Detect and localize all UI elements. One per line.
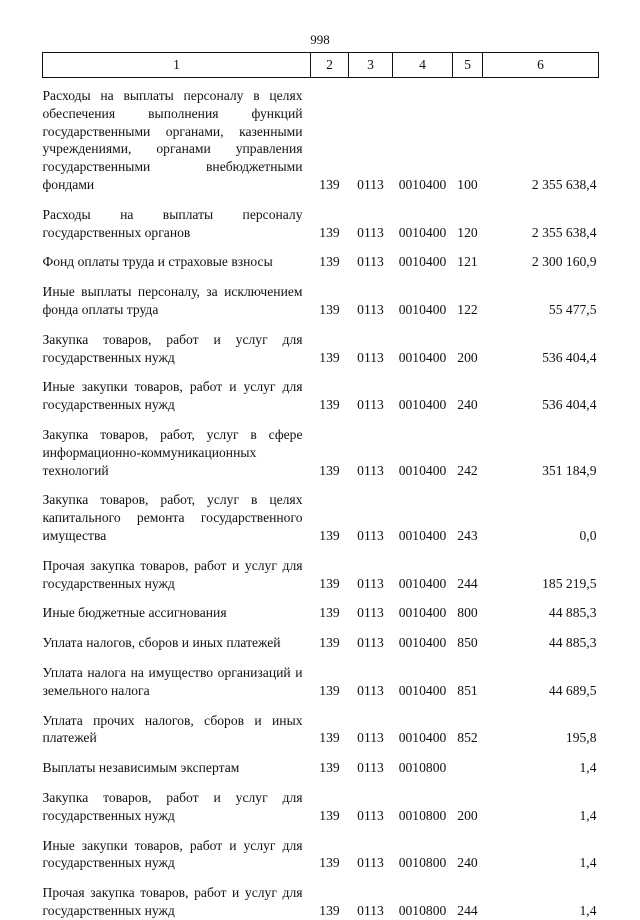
row-name: Фонд оплаты труда и страховые взносы [42, 254, 273, 270]
table-row [43, 825, 599, 873]
row-code-2: 139 [319, 902, 340, 918]
row-amount: 0,0 [579, 527, 597, 543]
row-code-4: 0010400 [398, 462, 447, 478]
row-code-4: 0010400 [398, 349, 447, 365]
row-code-3: 0113 [357, 254, 384, 270]
row-name: Уплата налогов, сборов и иных платежей [42, 635, 281, 651]
row-code-4: 0010400 [398, 682, 447, 698]
row-amount: 1,4 [579, 902, 597, 918]
row-name: Закупка товаров, работ и услуг для государственных нужд [42, 789, 303, 823]
row-name: Уплата налога на имущество организаций и земельного налога [42, 664, 303, 698]
row-code-3: 0113 [357, 176, 384, 192]
row-code-3: 0113 [357, 855, 384, 871]
header-col-6: 6 [483, 53, 599, 78]
row-code-4: 0010400 [398, 527, 447, 543]
row-amount: 2 300 160,9 [531, 254, 597, 270]
row-code-4: 0010800 [398, 760, 447, 776]
row-name: Расходы на выплаты персоналу в целях обеспечения выполнения функций государственными органами, казенными учреждениями, органами управления государственными внебюджетными фондами [42, 88, 303, 192]
row-code-5: 100 [457, 176, 478, 192]
row-code-2: 139 [319, 527, 340, 543]
row-code-3: 0113 [357, 349, 384, 365]
row-code-5: 242 [457, 462, 478, 478]
row-amount: 2 355 638,4 [531, 224, 597, 240]
row-code-2: 139 [319, 397, 340, 413]
row-amount: 195,8 [565, 730, 597, 746]
row-amount: 1,4 [579, 807, 597, 823]
header-col-5: 5 [453, 53, 483, 78]
row-amount: 1,4 [579, 855, 597, 871]
row-code-3: 0113 [357, 224, 384, 240]
table-row [43, 747, 599, 777]
row-code-2: 139 [319, 682, 340, 698]
row-code-2: 139 [319, 760, 340, 776]
row-code-2: 139 [319, 575, 340, 591]
row-code-2: 139 [319, 349, 340, 365]
row-code-4: 0010400 [398, 635, 447, 651]
page-number: 998 [310, 32, 330, 47]
row-code-2: 139 [319, 254, 340, 270]
table-row [43, 777, 599, 825]
table-row [43, 78, 599, 194]
row-code-5 [453, 747, 483, 777]
row-amount: 55 477,5 [548, 301, 597, 317]
table-row [43, 271, 599, 319]
table-row [43, 414, 599, 479]
table-row [43, 700, 599, 748]
table-row [43, 622, 599, 652]
row-code-5: 120 [457, 224, 478, 240]
row-code-4: 0010400 [398, 575, 447, 591]
row-amount: 44 885,3 [548, 635, 597, 651]
row-code-5: 800 [457, 605, 478, 621]
row-code-4: 0010400 [398, 397, 447, 413]
row-name: Иные бюджетные ассигнования [42, 605, 227, 621]
row-name: Уплата прочих налогов, сборов и иных платежей [42, 712, 303, 746]
table-row [43, 194, 599, 242]
row-code-3: 0113 [357, 635, 384, 651]
row-name: Иные закупки товаров, работ и услуг для государственных нужд [42, 837, 303, 871]
row-name: Закупка товаров, работ и услуг для государственных нужд [42, 331, 303, 365]
row-code-4: 0010400 [398, 254, 447, 270]
row-code-4: 0010800 [398, 902, 447, 918]
table-row [43, 479, 599, 544]
row-code-4: 0010400 [398, 605, 447, 621]
row-code-2: 139 [319, 605, 340, 621]
table-row [43, 872, 599, 920]
row-code-3: 0113 [357, 575, 384, 591]
row-code-2: 139 [319, 301, 340, 317]
row-code-3: 0113 [357, 301, 384, 317]
row-code-2: 139 [319, 224, 340, 240]
row-amount: 44 689,5 [548, 682, 597, 698]
row-amount: 351 184,9 [542, 462, 597, 478]
header-row [43, 53, 599, 78]
row-code-3: 0113 [357, 397, 384, 413]
row-name: Прочая закупка товаров, работ и услуг для государственных нужд [42, 885, 303, 918]
row-code-3: 0113 [357, 605, 384, 621]
row-code-5: 851 [457, 682, 478, 698]
row-name: Иные закупки товаров, работ и услуг для государственных нужд [42, 379, 303, 413]
row-code-5: 244 [457, 902, 478, 918]
budget-table [42, 52, 599, 920]
row-code-5: 200 [457, 349, 478, 365]
row-code-3: 0113 [357, 462, 384, 478]
row-code-3: 0113 [357, 730, 384, 746]
row-code-5: 852 [457, 730, 478, 746]
header-col-2: 2 [311, 53, 349, 78]
row-code-4: 0010400 [398, 730, 447, 746]
row-amount: 536 404,4 [542, 397, 597, 413]
table-row [43, 319, 599, 367]
row-code-2: 139 [319, 855, 340, 871]
row-name: Закупка товаров, работ, услуг в сфере информационно-коммуникационных технологий [42, 426, 303, 478]
row-name: Прочая закупка товаров, работ и услуг для государственных нужд [42, 557, 303, 591]
row-code-3: 0113 [357, 527, 384, 543]
row-name: Закупка товаров, работ, услуг в целях капитального ремонта государственного имущества [42, 492, 303, 543]
row-code-5: 200 [457, 807, 478, 823]
row-code-3: 0113 [357, 902, 384, 918]
row-name: Иные выплаты персоналу, за исключением фонда оплаты труда [42, 284, 303, 317]
row-name: Выплаты независимым экспертам [42, 760, 240, 776]
table-row [43, 545, 599, 593]
row-code-3: 0113 [357, 682, 384, 698]
row-code-5: 240 [457, 397, 478, 413]
row-amount: 536 404,4 [542, 349, 597, 365]
table-row [43, 652, 599, 700]
row-code-2: 139 [319, 635, 340, 651]
row-code-4: 0010400 [398, 176, 447, 192]
row-amount: 2 355 638,4 [531, 176, 597, 192]
row-code-3: 0113 [357, 807, 384, 823]
header-col-1: 1 [43, 53, 311, 78]
row-amount: 1,4 [579, 760, 597, 776]
row-code-5: 850 [457, 635, 478, 651]
header-col-3: 3 [349, 53, 393, 78]
row-code-5: 122 [457, 301, 478, 317]
row-code-3: 0113 [357, 760, 384, 776]
row-amount: 185 219,5 [542, 575, 597, 591]
row-name: Расходы на выплаты персоналу государственных органов [42, 206, 303, 240]
row-code-5: 240 [457, 855, 478, 871]
row-code-5: 244 [457, 575, 478, 591]
row-code-2: 139 [319, 807, 340, 823]
table-body [43, 78, 599, 920]
table-row [43, 366, 599, 414]
row-amount: 44 885,3 [548, 605, 597, 621]
header-col-4: 4 [393, 53, 453, 78]
row-code-4: 0010800 [398, 855, 447, 871]
row-code-4: 0010800 [398, 807, 447, 823]
row-code-4: 0010400 [398, 224, 447, 240]
row-code-2: 139 [319, 730, 340, 746]
row-code-5: 243 [457, 527, 478, 543]
row-code-4: 0010400 [398, 301, 447, 317]
table-row [43, 241, 599, 271]
row-code-2: 139 [319, 462, 340, 478]
table-row [43, 592, 599, 622]
row-code-5: 121 [457, 254, 478, 270]
row-code-2: 139 [319, 176, 340, 192]
